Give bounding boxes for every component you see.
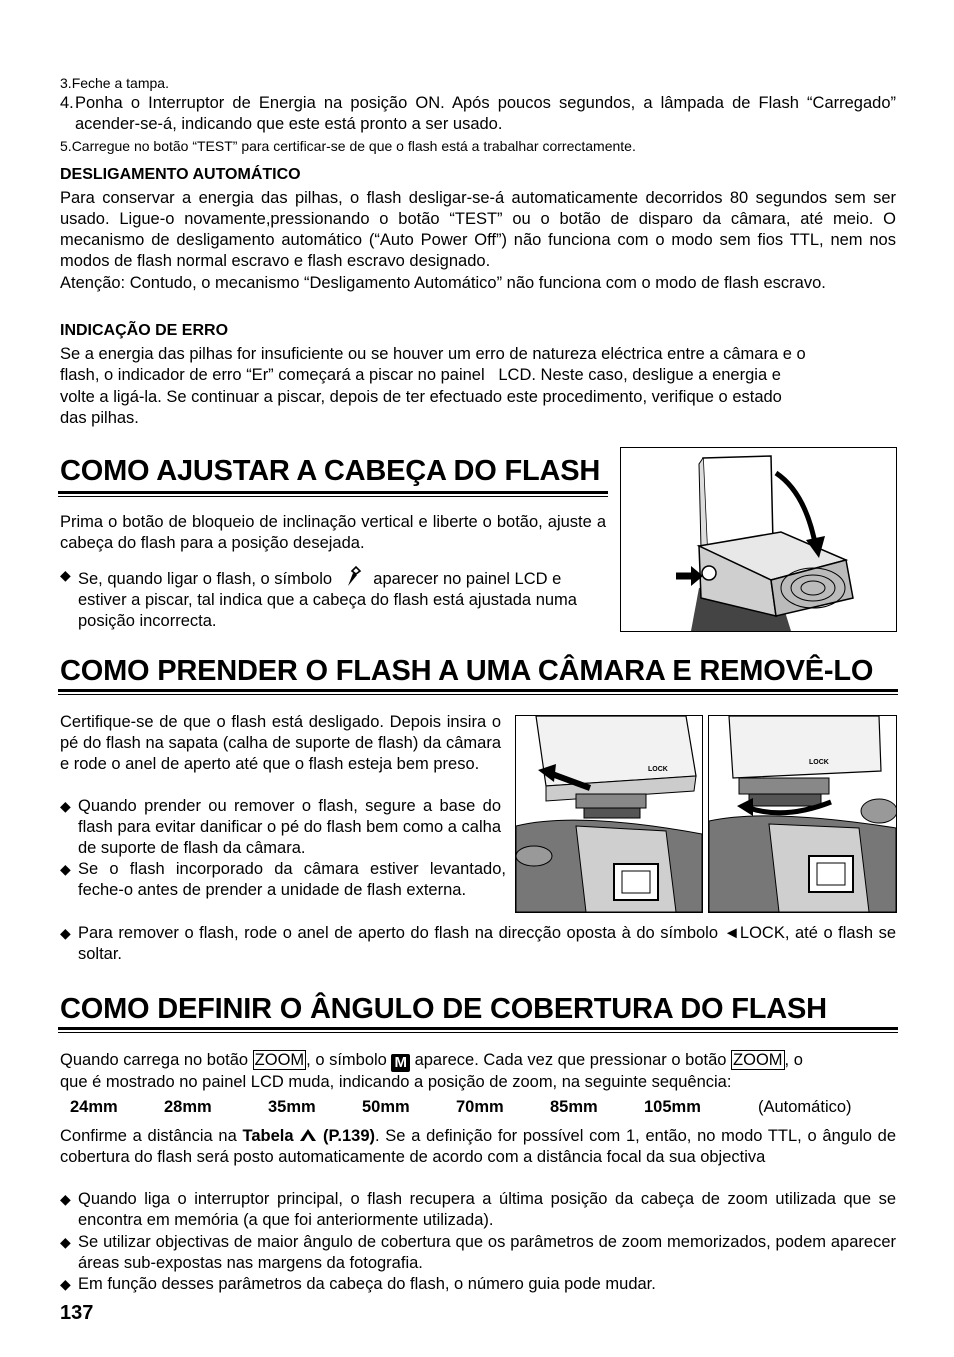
zoom-step: 105mm <box>644 1098 701 1116</box>
zoom-step: 35mm <box>268 1098 316 1116</box>
manual-zoom-symbol: M <box>391 1054 410 1072</box>
mount-paragraph: Certifique-se de que o flash está desligado. Depois insira o pé do flash na sapata (calha de suporte de flash) da câmara e rode o anel de aperto até que o flash esteja bem preso. <box>60 713 501 773</box>
flash-head-illustration <box>620 447 897 632</box>
zoom-paragraph-2: Confirme a distância na Tabela (P.139). Se a definição for possível com 1, então, no modo TTL, o ângulo de cobertura do flash será posto automaticamente de acordo com a distância focal da sua objectiva <box>60 1127 897 1166</box>
diamond-bullet-icon: ◆ <box>60 925 71 941</box>
mount-bullet-3: ◆ Para remover o flash, rode o anel de aperto do flash na direcção oposta à do símbolo ◄LOCK, até o flash se soltar. <box>60 924 896 963</box>
zoom-bullet-2: ◆ Se utilizar objectivas de maior ângulo de cobertura que os parâmetros de zoom memorizados, podem aparecer áreas sub-expostas nas margens da fotografia. <box>60 1233 896 1272</box>
step-5: 5.Carregue no botão “TEST” para certificar-se de que o flash está a trabalhar correctamente. <box>60 138 636 154</box>
zoom-paragraph-1-line2: que é mostrado no painel LCD muda, indicando a posição de zoom, na seguinte sequência: <box>60 1073 732 1091</box>
diamond-bullet-icon: ◆ <box>60 567 71 583</box>
auto-off-note: Atenção: Contudo, o mecanismo “Desligamento Automático” não funciona com o modo de flash escravo. <box>60 274 826 292</box>
title-rule <box>58 496 608 497</box>
zoom-step: 70mm <box>456 1098 504 1116</box>
zoom-step: 28mm <box>164 1098 212 1116</box>
zoom-bullet-1: ◆ Quando liga o interruptor principal, o flash recupera a última posição da cabeça de zoom utilizada que se encontra em memória (a que foi anteriormente utilizada). <box>60 1190 896 1229</box>
flash-head-bullet: ◆ Se, quando ligar o flash, o símbolo aparecer no painel LCD e estiver a piscar, tal indica que a cabeça do flash está ajustada numa posição incorrecta. <box>60 567 577 630</box>
mount-bullet-2: ◆ Se o flash incorporado da câmara estiver levantado, feche-o antes de prender a unidade de flash externa. <box>60 860 506 899</box>
title-rule <box>58 1032 898 1033</box>
title-rule <box>58 491 608 494</box>
diamond-bullet-icon: ◆ <box>60 798 71 814</box>
table-a-icon <box>299 1128 317 1142</box>
page-number: 137 <box>60 1302 94 1324</box>
mount-illustration-right <box>708 715 897 913</box>
section-title-flash-head: COMO AJUSTAR A CABEÇA DO FLASH <box>60 455 601 487</box>
auto-off-heading: DESLIGAMENTO AUTOMÁTICO <box>60 166 301 183</box>
auto-off-paragraph: Para conservar a energia das pilhas, o flash desligar-se-á automaticamente decorridos 80 segundos sem ser usado. Ligue-o novamente,pressionando o botão “TEST” ou o botão de disparo da câmara, até meio. O mecanismo de desligamento automático (“Auto Power Off”) não funciona com o modo sem fios TTL, nem nos modos de flash normal escravo e flash escravo designado. <box>60 189 896 270</box>
flash-head-warning-icon <box>341 565 365 589</box>
flash-head-paragraph: Prima o botão de bloqueio de inclinação vertical e liberte o botão, ajuste a cabeça do flash para a posição desejada. <box>60 513 606 552</box>
zoom-button-label: ZOOM <box>733 1051 783 1069</box>
section-title-mount: COMO PRENDER O FLASH A UMA CÂMARA E REMOVÊ-LO <box>60 655 874 687</box>
error-heading: INDICAÇÃO DE ERRO <box>60 322 229 339</box>
lock-label: LOCK <box>648 766 668 773</box>
section-title-zoom: COMO DEFINIR O ÂNGULO DE COBERTURA DO FLASH <box>60 993 827 1025</box>
diamond-bullet-icon: ◆ <box>60 1191 71 1207</box>
zoom-bullet-3: ◆ Em função desses parâmetros da cabeça do flash, o número guia pode mudar. <box>60 1275 656 1293</box>
diamond-bullet-icon: ◆ <box>60 861 71 877</box>
zoom-step: 85mm <box>550 1098 598 1116</box>
zoom-step: 24mm <box>70 1098 118 1116</box>
diamond-bullet-icon: ◆ <box>60 1234 71 1250</box>
step-3: 3.Feche a tampa. <box>60 75 169 91</box>
error-paragraph: Se a energia das pilhas for insuficiente ou se houver um erro de natureza eléctrica entre a câmara e o flash, o indicador de erro “Er” começará a piscar no painel LCD. Neste caso, desligue a energia e volte a ligá-la. Se continuar a piscar, depois de ter efectuado este procedimento, verifique o estado das pilhas. <box>60 345 806 427</box>
zoom-paragraph-1: Quando carrega no botão ZOOM , o símbolo M aparece. Cada vez que pressionar o botão ZOOM , o <box>60 1051 803 1071</box>
mount-bullet-1: ◆ Quando prender ou remover o flash, segure a base do flash para evitar danificar o pé do flash bem como a calha de suporte de flash da câmara. <box>60 797 501 857</box>
zoom-button-label: ZOOM <box>254 1051 305 1069</box>
zoom-step: 50mm <box>362 1098 410 1116</box>
title-rule <box>58 694 898 695</box>
title-rule <box>58 689 898 692</box>
step-4: 4. Ponha o Interruptor de Energia na posição ON. Após poucos segundos, a lâmpada de Flash “Carregado” acender-se-á, indicando que este está pronto a ser usado. <box>60 94 896 133</box>
zoom-step-auto: (Automático) <box>758 1098 852 1116</box>
title-rule <box>58 1027 898 1030</box>
diamond-bullet-icon: ◆ <box>60 1276 71 1292</box>
lock-label: LOCK <box>809 759 829 766</box>
mount-illustration-left <box>515 715 703 913</box>
